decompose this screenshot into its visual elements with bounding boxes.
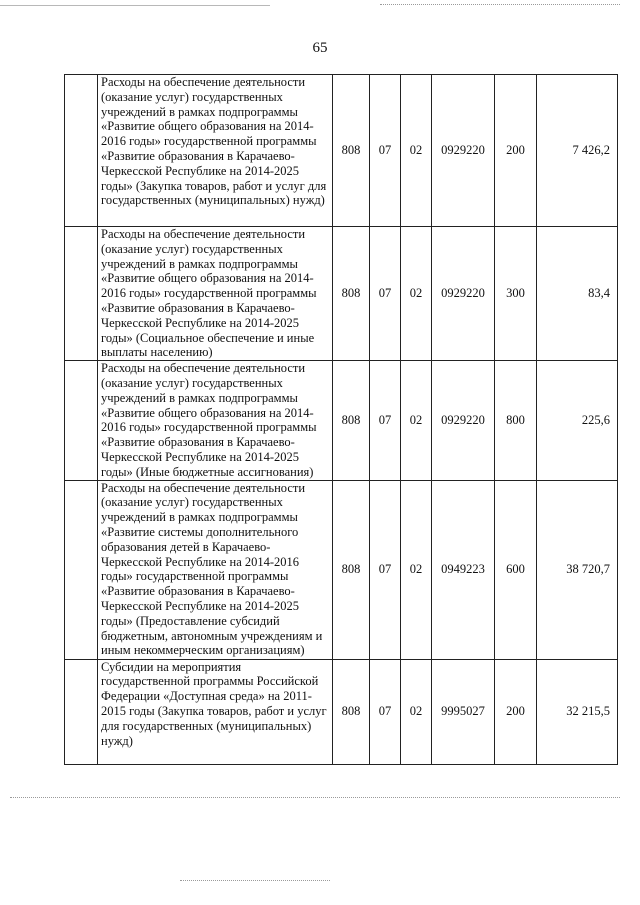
target-article-cell: 9995027 (432, 659, 495, 764)
section-code-cell: 07 (370, 75, 401, 227)
expense-type-cell: 200 (495, 75, 537, 227)
table-row (65, 75, 618, 227)
target-article-cell: 0929220 (432, 75, 495, 227)
amount-cell: 225,6 (537, 361, 618, 480)
amount-cell: 32 215,5 (537, 659, 618, 764)
ministry-code-cell: 808 (333, 75, 370, 227)
expense-name-cell: Расходы на обеспечение деятельности (оказание услуг) государственных учреждений в рамках подпрограммы «Развитие общего образования на 2014-2016 годы» государственной программы «Развитие образования в Карачаево-Черкесской Республике на 2014-2025 годы» (Закупка товаров, работ и услуг для государственных (муниципальных) нужд) (98, 75, 333, 227)
ministry-code-cell: 808 (333, 659, 370, 764)
row-number-cell (65, 659, 98, 764)
expense-name-cell: Субсидии на мероприятия государственной программы Российской Федерации «Доступная среда» на 2011-2015 годы (Закупка товаров, работ и услуг для государственных (муниципальных) нужд) (98, 659, 333, 764)
target-article-cell: 0949223 (432, 480, 495, 659)
expense-name-cell: Расходы на обеспечение деятельности (оказание услуг) государственных учреждений в рамках подпрограммы «Развитие общего образования на 2014-2016 годы» государственной программы «Развитие образования в Карачаево-Черкесской Республике на 2014-2025 годы» (Иные бюджетные ассигнования) (98, 361, 333, 480)
expense-type-cell: 300 (495, 227, 537, 361)
amount-cell: 83,4 (537, 227, 618, 361)
section-code-cell: 07 (370, 361, 401, 480)
scan-line-top (0, 5, 270, 6)
target-article-cell: 0929220 (432, 227, 495, 361)
section-code-cell: 07 (370, 480, 401, 659)
ministry-code-cell: 808 (333, 361, 370, 480)
expense-name-cell: Расходы на обеспечение деятельности (оказание услуг) государственных учреждений в рамках подпрограммы «Развитие системы дополнительного образования детей в Карачаево-Черкесской Республике на 2014-2016 годы» государственной программы «Развитие образования в Карачаево-Черкесской Республике на 2014-2025 годы» (Предоставление субсидий бюджетным, автономным учреждениям и иным некоммерческим организациям) (98, 480, 333, 659)
section-code-cell: 07 (370, 659, 401, 764)
table-row (65, 659, 618, 764)
scan-dots-footer (180, 880, 330, 882)
row-number-cell (65, 75, 98, 227)
scan-dots-top (380, 4, 620, 6)
expense-type-cell: 600 (495, 480, 537, 659)
section-code-cell: 07 (370, 227, 401, 361)
row-number-cell (65, 480, 98, 659)
table-row (65, 227, 618, 361)
page-number: 65 (312, 40, 328, 56)
scan-dots-bottom (10, 797, 620, 799)
table-row (65, 361, 618, 480)
subsection-code-cell: 02 (401, 361, 432, 480)
expense-type-cell: 200 (495, 659, 537, 764)
ministry-code-cell: 808 (333, 227, 370, 361)
expense-name-cell: Расходы на обеспечение деятельности (оказание услуг) государственных учреждений в рамках подпрограммы «Развитие общего образования на 2014-2016 годы» государственной программы «Развитие образования в Карачаево-Черкесской Республике на 2014-2025 годы» (Социальное обеспечение и иные выплаты населению) (98, 227, 333, 361)
subsection-code-cell: 02 (401, 480, 432, 659)
amount-cell: 38 720,7 (537, 480, 618, 659)
expense-type-cell: 800 (495, 361, 537, 480)
table-body (65, 75, 618, 765)
budget-table (64, 74, 618, 765)
subsection-code-cell: 02 (401, 75, 432, 227)
table-row (65, 480, 618, 659)
ministry-code-cell: 808 (333, 480, 370, 659)
subsection-code-cell: 02 (401, 227, 432, 361)
row-number-cell (65, 227, 98, 361)
subsection-code-cell: 02 (401, 659, 432, 764)
target-article-cell: 0929220 (432, 361, 495, 480)
amount-cell: 7 426,2 (537, 75, 618, 227)
row-number-cell (65, 361, 98, 480)
